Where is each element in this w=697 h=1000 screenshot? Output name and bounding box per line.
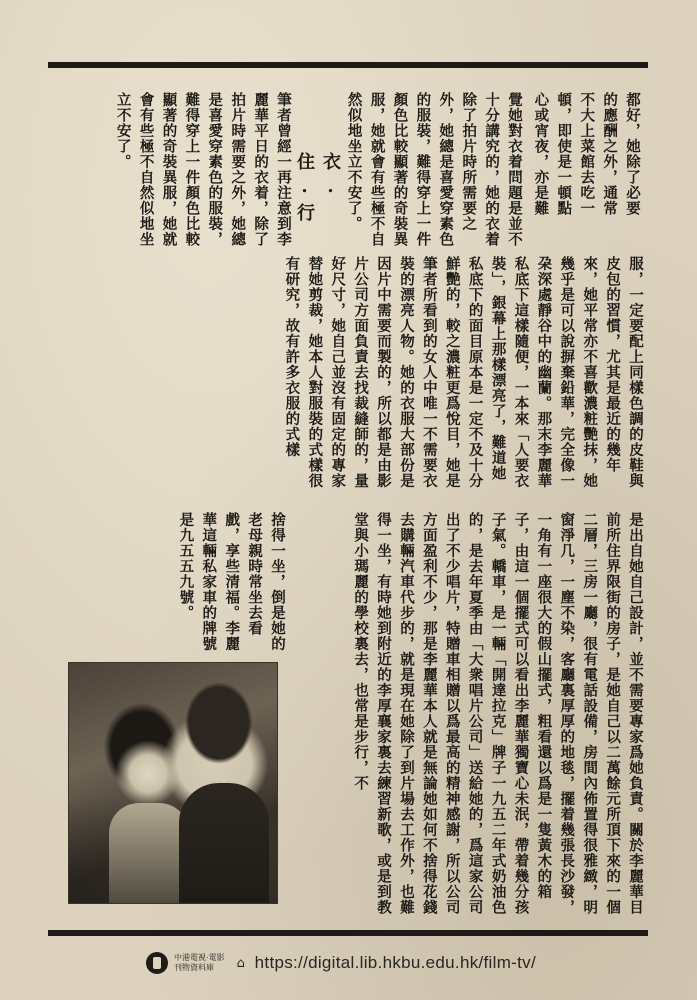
watermark-footer <box>146 948 536 978</box>
article-text: 覺她對衣着問題是並不十分講究的，她的衣着除了拍片時所需要之外，她總是喜愛穿素色的服裝，難得穿上一件顏色比較顯著的奇裝異服，她就會有些極不自然似地坐立不安了。 <box>345 92 523 247</box>
article-block-bottom-left <box>56 512 288 654</box>
article-column-top-left <box>36 92 294 252</box>
top-rule <box>48 62 648 68</box>
article-text: 服，一定要配上同樣色調的皮鞋與皮包的習慣，尤其是最近的幾年來，她平常亦不喜歡濃粧艷抹，她幾乎是可以說摒棄鉛華，完全像一朶深處靜谷中的幽蘭。那末李麗華私底下這樣隨便，一本來「人要衣裝」，銀幕上那樣漂亮了，難道她私底下的面目原本是一定不及十分鮮艷的，較之濃粧更爲悅目，她是筆者所看到的女人中唯一不需要衣裝的漂亮人物。她的衣服大部份是因片中需要而製的，所以都是由影片公司方面負責去找裁縫師的，量好尺寸，她自己並沒有固定的專家替她剪裁，她本人對服裝的式樣很有研究，故有許多衣服的式樣 <box>283 256 644 489</box>
article-text: 都好，她除了必要的應酬之外，通常不大上菜館去吃一頓，即使是一頓點心或宵夜，亦是難 <box>532 92 641 216</box>
library-name <box>174 953 225 972</box>
source-url[interactable]: https://digital.lib.hkbu.edu.hk/film-tv/ <box>254 953 536 972</box>
library-logo-icon <box>146 952 168 974</box>
library-name-line1: 中港電視·電影 <box>174 953 225 963</box>
bottom-rule <box>48 930 648 936</box>
photo-shadow <box>69 795 277 903</box>
article-block-bottom-right <box>290 512 646 920</box>
film-still-photo <box>68 662 278 904</box>
article-text: 是出自她自己設計，並不需要專家爲她負責。關於李麗華目前所住界限街的房子，是她自己以二萬餘元所頂下來的一個二層，三房一廳，很有電話設備，房間內佈置得很雅緻，明窗淨几，一塵不染，客廳裏厚厚的地毯，擺着幾張長沙發，一角有一座很大的假山擺式，粗看還以爲是一隻黃木的箱子，由這一個擺式可以看出李麗華獨寶心未泯，帶着幾分孩子氣。轎車，是一輛「開達拉克」牌子一九五二年式奶油色的，是去年夏季由「大衆唱片公司」送給她的，爲這家公司出了不少唱片，特贈車相贈以爲最高的精神感謝，所以公司方面盈利不少，那是李麗華本人就是無論她如何不捨得花錢去購輛汽車代步的，就是現在她除了到片場去工作外，也難得一坐，有時她到附近的李厚襄家裏去練習新歌，或是到教堂與小瑪麗的學校裏去，也常是步行，不 <box>352 512 644 915</box>
article-block-middle <box>36 256 646 496</box>
article-column-top-right <box>529 92 643 226</box>
link-icon: ⌂ <box>236 956 245 971</box>
article-text: 捨得一坐，倒是她的老母親時常坐去看戲，享些清福。李麗華這輛私家車的牌號是九五五九號。 <box>177 512 286 652</box>
article-text: 筆者曾經一再注意到李麗華平日的衣着，除了拍片時需要之外，她總是喜愛穿素色的服裝，難得穿上一件顏色比較顯著的奇裝異服，她就會有些極不自然似地坐立不安了。 <box>114 92 292 247</box>
library-name-line2: 刊物資料庫 <box>174 963 214 972</box>
article-column-top-middle <box>345 92 525 252</box>
section-title: 衣.住.行 <box>294 152 341 227</box>
